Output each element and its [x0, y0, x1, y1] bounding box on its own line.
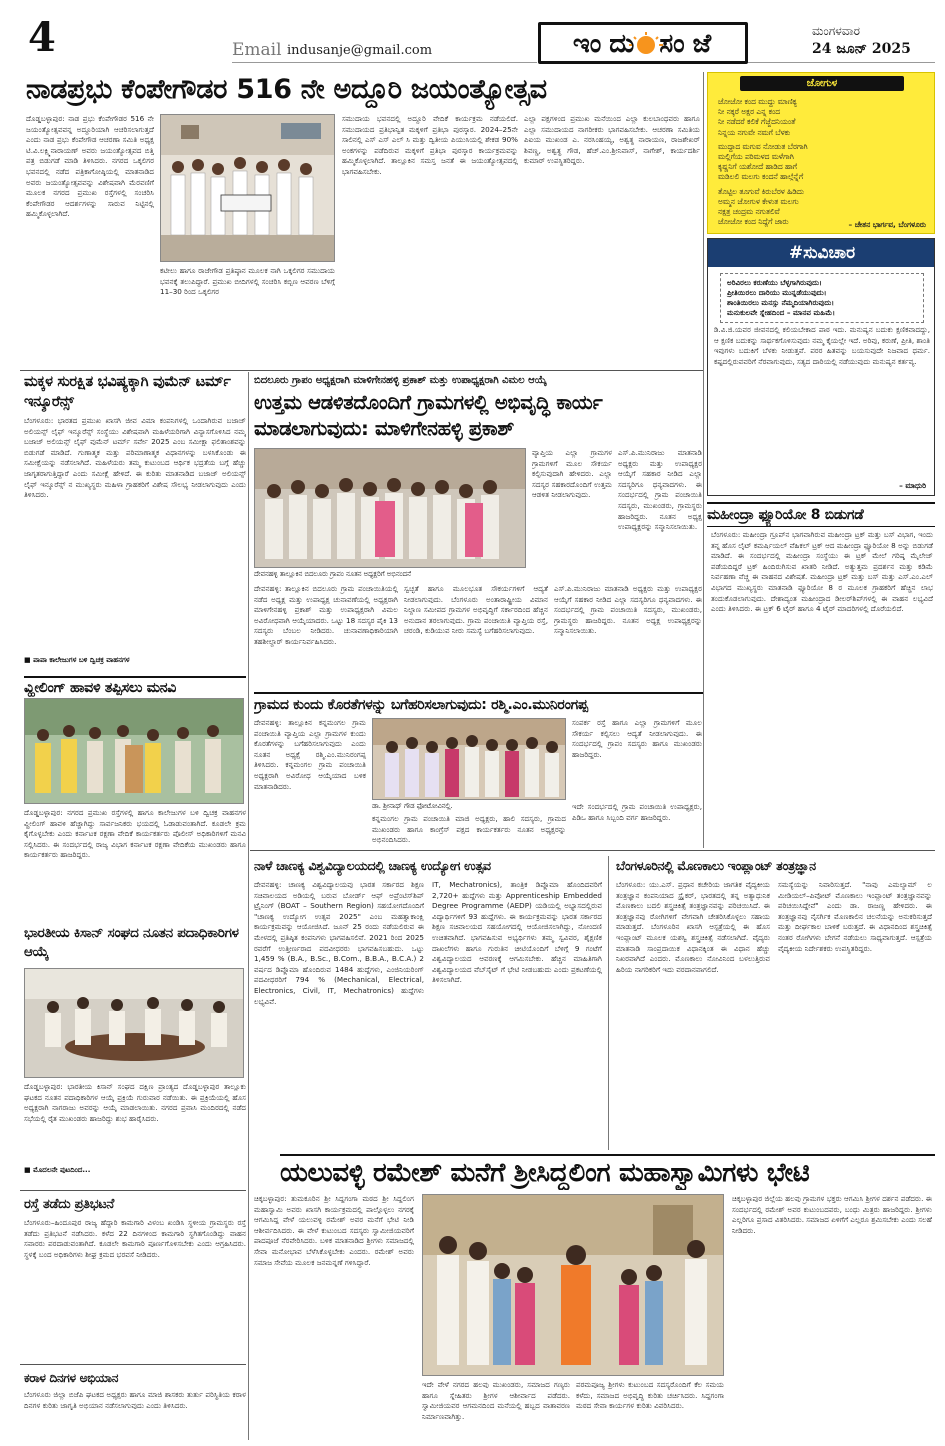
- poem-stanza: [718, 97, 928, 138]
- kisan-photo: [24, 968, 244, 1078]
- malige-kicker: ಬಿದಲೂರು ಗ್ರಾಪಂ ಅಧ್ಯಕ್ಷರಾಗಿ ಮಾಳಿಗೇನಹಳ್ಳಿ ಪ್ರಕಾಶ್ ಮತ್ತು ಉಪಾಧ್ಯಕ್ಷರಾಗಿ ವಿಮಲ ಆಯ್ಕೆ: [254, 375, 547, 386]
- section-rule: [250, 850, 935, 851]
- square-icon: ■: [24, 1166, 34, 1174]
- kunde-story: [250, 690, 703, 850]
- kisan-story: [20, 876, 246, 1176]
- mahindra-body: ಬೆಂಗಳೂರು: ಮಹೀಂದ್ರಾ ಗ್ರೂಪ್‌ನ ಭಾಗವಾಗಿರುವ ಮಹೀಂದ್ರಾ ಟ್ರಕ್ ಮತ್ತು ಬಸ್ ವಿಭಾಗ, ಇಂದು ತನ್ನ ಹೊಸ ಲೈಟ್ ಕಮರ್ಷಿಯಲ್ ವೆಹಿಕಲ್ ಟ್ರಕ್ ಆದ ಮಹೀಂದ್ರಾ ಫ್ಯೂರಿಯೋ 8 ಅನ್ನು ಬಿಡುಗಡೆ ಮಾಡಿದೆ. ಈ ಸಂದರ್ಭದಲ್ಲಿ ಮಹೀಂದ್ರಾ ಸಂಸ್ಥೆಯು ಈ ಟ್ರಕ್‌ ಮೇಲೆ ಗರಿಷ್ಠ ಮೈಲೇಜ್ ಪಡೆಯದಿದ್ದರೆ ಟ್ರಕ್ ಹಿಂದಿರುಗಿಸುವ ಖಾತರಿ ನೀಡಿದೆ. ಅತ್ಯುತ್ತಮ ಪ್ರದರ್ಶನ ಮತ್ತು ಕಡಿಮೆ ನಿರ್ವಹಣಾ ವೆಚ್ಚ ಈ ವಾಹನದ ವಿಶೇಷತೆ. ಮಹೀಂದ್ರಾ ಟ್ರಕ್ ಮತ್ತು ಬಸ್ ಮತ್ತು ಎಸ್.ಎಂ.ಎಲ್ ವಿಭಾಗದ ಮುಖ್ಯಸ್ಥರು ಮಾತನಾಡಿ ಫ್ಯೂರಿಯೋ 8 ರ ಮೂಲಕ ಗ್ರಾಹಕರಿಗೆ ಹೆಚ್ಚಿನ ಲಾಭ ತಂದುಕೊಡಲಾಗುವುದು. ದೇಶಾದ್ಯಂತ ಮಹೀಂದ್ರಾದ ಡೀಲರ್‌ಶಿಪ್‌ಗಳಲ್ಲಿ ಈ ವಾಹನ ಲಭ್ಯವಿದೆ ಎಂದು ತಿಳಿಸಿದರು. ಈ ಟ್ರಕ್ 6 ಟೈರ್ ಹಾಗೂ 4 ಟೈರ್ ಮಾದರಿಗಳಲ್ಲಿ ದೊರೆಯಲಿದೆ.: [711, 530, 933, 614]
- suvichara-quote: [720, 273, 924, 323]
- malige-body-d: ಎಸ್.ಪಿ.ಮುನಿರಾಜು ಮಾತನಾಡಿ ಅಧ್ಯಕ್ಷರು ಮತ್ತು ಉಪಾಧ್ಯಕ್ಷರ ಆಯ್ಕೆಗೆ ಸಹಕಾರ ನೀಡಿದ ಎಲ್ಲಾ ಸದಸ್ಯರಿಗೂ ಧನ್ಯವಾದಗಳು. ಈ ಸಂದರ್ಭದಲ್ಲಿ ಗ್ರಾಮ ಪಂಚಾಯಿತಿ ಸದಸ್ಯರು, ಮುಖಂಡರು, ಗ್ರಾಮಸ್ಥರು ಹಾಜರಿದ್ದರು. ನೂತನ ಅಧ್ಯಕ್ಷ ಉಪಾಧ್ಯಕ್ಷರನ್ನು ಸನ್ಮಾನಿಸಲಾಯಿತು.: [618, 448, 702, 532]
- suvichara-box: [707, 238, 935, 496]
- suvichara-body: ಡಿ.ವಿ.ಜಿ.ಯವರ ಜೀವನದಲ್ಲಿ ಕಲಿಯಬೇಕಾದ ಪಾಠ ಇದು. ಮನುಷ್ಯನ ಬದುಕು ಕ್ಷಣಿಕವಾದದ್ದು, ಆ ಕ್ಷಣಿಕ ಬದುಕನ್ನು ಸಾರ್ಥಕಗೊಳಿಸುವುದು ನಮ್ಮ ಕೈಯಲ್ಲೇ ಇದೆ. ಅರಿವು, ಕರುಣೆ, ಪ್ರೀತಿ, ಶಾಂತಿ ಇವುಗಳು ಬದುಕಿಗೆ ಬೆಳಕು ನೀಡುತ್ತವೆ. ಪರರ ಹಿತವನ್ನು ಬಯಸುವುದೇ ನಿಜವಾದ ಧರ್ಮ. ಕಷ್ಟದಲ್ಲಿರುವವರಿಗೆ ನೆರವಾಗುವುದು, ಸತ್ಯದ ದಾರಿಯಲ್ಲಿ ನಡೆಯುವುದು ಮನುಷ್ಯನ ಕರ್ತವ್ಯ.: [714, 325, 930, 366]
- column-rule: [608, 856, 609, 1150]
- poem-box: [707, 72, 935, 234]
- swamiji-headline: ಯಲುವಳ್ಳಿ ರಮೇಶ್ ಮನೆಗೆ ಶ್ರೀಸಿದ್ದಲಿಂಗ ಮಹಾಸ್ವಾಮಿಗಳು ಭೇಟಿ: [280, 1154, 935, 1190]
- swamiji-body-c: ಪರಮಪೂಜ್ಯ ಶ್ರೀಗಳು ಕುಟುಂಬದ ಸದಸ್ಯರೊಂದಿಗೆ ಕೆಲ ಸಮಯ ಕಳೆದು, ಸಮಾಜದ ಅಭಿವೃದ್ಧಿ ಕುರಿತು ಚರ್ಚಿಸಿದರು. ಸಿದ್ದಗಂಗಾ ಮಠದ ಸೇವಾ ಕಾರ್ಯಗಳ ಕುರಿತು ವಿವರಿಸಿದರು.: [576, 1380, 724, 1411]
- poem-line: ಮುದ್ದಾದ ಮಗುವ ನೋಡುತ ಬೆರಗಾಗಿ: [718, 141, 808, 151]
- kunde-headline: ಗ್ರಾಮದ ಕುಂದು ಕೊರತೆಗಳನ್ನು ಬಗೆಹರಿಸಲಾಗುವುದು: ರಶ್ಮಿ.ಎಂ.ಮುನಿರಂಗಪ್ಪ: [254, 692, 703, 716]
- knee-body-b: ಸಮಸ್ಯೆಯನ್ನು ನಿವಾರಿಸುತ್ತದೆ. "ನಾವು ಎಮಲ್ಯಾಮ್ ಲ ಮೀಡಿಯಲ್–ಪಿವೋಟ್ ಮೊಣಕಾಲು ಇಂಪ್ಲಾಂಟ್ ತಂತ್ರಜ್ಞಾನವನ್ನು ಪರಿಚಯಿಸಿದ್ದೇವೆ" ಎಂದು ಡಾ. ರಾಜಣ್ಣ ಹೇಳಿದರು. ಈ ತಂತ್ರಜ್ಞಾನವು ನೈಸರ್ಗಿಕ ಮೊಣಕಾಲಿನ ಚಲನೆಯನ್ನು ಅನುಕರಿಸುತ್ತದೆ ಮತ್ತು ದೀರ್ಘಕಾಲ ಬಾಳಿಕೆ ಬರುತ್ತದೆ. ಈ ವಿಧಾನದಿಂದ ಶಸ್ತ್ರಚಿಕಿತ್ಸೆ ನಂತರ ರೋಗಿಗಳು ಬೇಗನೆ ನಡೆಯಲು ಸಾಧ್ಯವಾಗುತ್ತದೆ. ಆಸ್ಪತ್ರೆಯ ವೈದ್ಯಕೀಯ ನಿರ್ದೇಶಕರು ಉಪಸ್ಥಿತರಿದ್ದರು.: [778, 880, 932, 953]
- poem-title: ಜೋಗುಳ: [806, 78, 838, 89]
- poem-stanza: [718, 142, 928, 183]
- malige-body-b: ದೇವನಹಳ್ಳಿ: ತಾಲ್ಲೂಕಿನ ಬಿದಲೂರು ಗ್ರಾಮ ಪಂಚಾಯಿತಿಯಲ್ಲಿ ನಡೆದ ಅಧ್ಯಕ್ಷ ಮತ್ತು ಉಪಾಧ್ಯಕ್ಷ ಚುನಾವಣೆಯಲ್ಲಿ ಅಧ್ಯಕ್ಷರಾಗಿ ಮಾಳಿಗೇನಹಳ್ಳಿ ಪ್ರಕಾಶ್ ಮತ್ತು ಉಪಾಧ್ಯಕ್ಷರಾಗಿ ವಿಮಲ ಅವಿರೋಧವಾಗಿ ಆಯ್ಕೆಯಾದರು. ಒಟ್ಟು 18 ಸದಸ್ಯರ ಪೈಕಿ 13 ಸದಸ್ಯರು ಬೆಂಬಲ ನೀಡಿದರು. ಚುನಾವಣಾಧಿಕಾರಿಯಾಗಿ ತಹಶೀಲ್ದಾರ್ ಕಾರ್ಯನಿರ್ವಹಿಸಿದರು.: [254, 584, 398, 646]
- women-source: [24, 656, 246, 665]
- issue-date: 24 ಜೂನ್ 2025: [812, 41, 911, 57]
- swamiji-story: [250, 1154, 935, 1442]
- column-rule: [248, 372, 249, 1440]
- wheeling-story: [20, 674, 246, 874]
- lead-col-3: ಸಮುದಾಯ ಭವನದಲ್ಲಿ ಅದ್ದೂರಿ ವೇದಿಕೆ ಕಾರ್ಯಕ್ರಮ ನಡೆಯಲಿದೆ. ಸಮುದಾಯದ ಪ್ರತಿಭಾನ್ವಿತ ಮಕ್ಕಳಿಗೆ ಪ್ರತಿಭಾ ಪುರಸ್ಕಾರ. 2024–25ನೇ ಸಾಲಿನಲ್ಲಿ ಎಸ್ ಎಸ್ ಎಲ್ ಸಿ ಮತ್ತು ದ್ವಿತೀಯ ಪಿಯುಸಿಯಲ್ಲಿ ಶೇಕಡ 90% ಅಂಕಗಳನ್ನು ಪಡೆದಿರುವ ಮಕ್ಕಳಿಗೆ ಪ್ರತಿಭಾ ಪುರಸ್ಕಾರ ಕಾರ್ಯಕ್ರಮವನ್ನು ಹಮ್ಮಿಕೊಳ್ಳಲಾಗಿದೆ. ತಾಲ್ಲೂಕಿನ ಸಮಸ್ತ ಜನತೆ ಈ ಜಯಂತ್ಯೋತ್ಸವದಲ್ಲಿ ಭಾಗವಹಿಸಬೇಕು.: [342, 114, 518, 176]
- chanakya-body-a: ದೇವನಹಳ್ಳಿ: ಚಾಣಕ್ಯ ವಿಶ್ವವಿದ್ಯಾಲಯವು ಭಾರತ ಸರ್ಕಾರದ ಶಿಕ್ಷಣ ಸಚಿವಾಲಯದ ಅಡಿಯಲ್ಲಿ ಬರುವ ಬೋರ್ಡ್ ಆಫ್ ಅಪ್ರೆಂಟಿಸ್‌ಶಿಪ್ ಟ್ರೈನಿಂಗ್ (BOAT – Southern Region) ಸಹಯೋಗದೊಂದಿಗೆ "ಚಾಣಕ್ಯ ಉದ್ಯೋಗ ಉತ್ಸವ 2025" ಎಂಬ ಮಹತ್ವಾಕಾಂಕ್ಷಿ ಕಾರ್ಯಕ್ರಮವನ್ನು ಆಯೋಜಿಸಿದೆ. ಜೂನ್ 25 ರಂದು ನಡೆಯಲಿರುವ ಈ ಮೇಳದಲ್ಲಿ ಪ್ರತಿಷ್ಠಿತ ಕಂಪನಿಗಳು ಭಾಗವಹಿಸಲಿವೆ. 2021 ರಿಂದ 2025 ರವರೆಗೆ ಉತ್ತೀರ್ಣರಾದ ಪದವೀಧರರು ಭಾಗವಹಿಸಬಹುದು. ಒಟ್ಟು 1,459 % (B.A., B.Sc., B.Com., B.B.A., B.C.A.) 2 ವರ್ಷದ ಡಿಪ್ಲೊಮಾ ಹೊಂದಿರುವ 1484 ಹುದ್ದೆಗಳು, ಎಂಜಿನಿಯರಿಂಗ್ ಪದವೀಧರರಿಗೆ 794 % (Mechanical, Electrical, Electronics, Civil, IT, Mechatronics) ಹುದ್ದೆಗಳು ಲಭ್ಯವಿವೆ.: [254, 880, 424, 1006]
- swamiji-body-d: ಚಿಕ್ಕಬಳ್ಳಾಪುರ ಜಿಲ್ಲೆಯ ಹಲವು ಗ್ರಾಮಗಳ ಭಕ್ತರು ಆಗಮಿಸಿ ಶ್ರೀಗಳ ದರ್ಶನ ಪಡೆದರು. ಈ ಸಂದರ್ಭದಲ್ಲಿ ರಮೇಶ್ ಅವರ ಕುಟುಂಬದವರು, ಬಂಧು ಮಿತ್ರರು ಹಾಜರಿದ್ದರು. ಶ್ರೀಗಳು ಎಲ್ಲರಿಗೂ ಪ್ರಸಾದ ವಿತರಿಸಿದರು. ಸಮಾಜದ ಏಳಿಗೆಗೆ ಎಲ್ಲರೂ ಶ್ರಮಿಸಬೇಕು ಎಂದು ಸಲಹೆ ನೀಡಿದರು.: [732, 1194, 932, 1235]
- weekday: ಮಂಗಳವಾರ: [812, 24, 861, 38]
- lead-headline: ನಾಡಪ್ರಭು ಕೆಂಪೇಗೌಡರ 516 ನೇ ಅದ್ದೂರಿ ಜಯಂತ್ಯೋತ್ಸವ: [26, 74, 547, 105]
- karala-headline: ಕರಾಳ ದಿನಗಳ ಅಭಿಯಾನ: [24, 1371, 119, 1385]
- poem-line: ಮಲ್ಲಿಗೆಯ ಪರಿಮಳದ ಮಳೆಗಾಗಿ: [718, 152, 794, 162]
- knee-headline: ಬೆಂಗಳೂರಿನಲ್ಲಿ ಮೊಣಕಾಲು ಇಂಪ್ಲಾಂಟ್ ತಂತ್ರಜ್ಞಾನ: [616, 858, 816, 873]
- lead-photo-image: [161, 115, 335, 262]
- poem-line: ಮಡಿಲಲಿ ಮಲಗು ಕಂದನೆ ಹಾಲ್ಗೆನ್ನೆಗೆ: [718, 172, 804, 182]
- continued-label: ಮೊದಲನೇ ಪುಟದಿಂದ...: [33, 1166, 91, 1174]
- protest-story: [20, 1196, 246, 1306]
- swamiji-body-a: ಚಿಕ್ಕಬಳ್ಳಾಪುರ: ತುಮಕೂರಿನ ಶ್ರೀ ಸಿದ್ದಗಂಗಾ ಮಠದ ಶ್ರೀ ಸಿದ್ದಲಿಂಗ ಮಹಾಸ್ವಾಮಿ ಅವರು ಖಾಸಗಿ ಕಾರ್ಯಕ್ರಮದಲ್ಲಿ ಪಾಲ್ಗೊಳ್ಳಲು ನಗರಕ್ಕೆ ಆಗಮಿಸಿದ್ದ ವೇಳೆ ಯಲುವಳ್ಳಿ ರಮೇಶ್ ಅವರ ಮನೆಗೆ ಭೇಟಿ ನೀಡಿ ಆಶೀರ್ವದಿಸಿದರು. ಈ ವೇಳೆ ಕುಟುಂಬದ ಸದಸ್ಯರು ಸ್ವಾಮೀಜಿಯವರಿಗೆ ಪಾದಪೂಜೆ ನೆರವೇರಿಸಿದರು. ಬಳಿಕ ಮಾತನಾಡಿದ ಶ್ರೀಗಳು ಸಮಾಜದಲ್ಲಿ ಸೇವಾ ಮನೋಭಾವ ಬೆಳೆಸಿಕೊಳ್ಳಬೇಕು ಎಂದರು. ರಮೇಶ್ ಅವರು ಸಮಾಜ ಸೇವೆಯ ಮೂಲಕ ಜನಮನ್ನಣೆ ಗಳಿಸಿದ್ದಾರೆ.: [254, 1194, 414, 1267]
- quote-line: ಅರಿವಿರಲು ಕರುಣೆಯು ಬೆಳ್ಳಗಾಗಿರುವುದು।: [727, 278, 822, 287]
- chanakya-headline: ನಾಳೆ ಚಾಣಕ್ಯ ವಿಶ್ವವಿದ್ಯಾಲಯದಲ್ಲಿ ಚಾಣಕ್ಯ ಉದ್ಯೋಗ ಉತ್ಸವ: [254, 858, 491, 873]
- poem-line: ನಿನ್ನಯ ನಗುವೇ ನಮಗೆ ಬೆಳಕು: [718, 127, 791, 137]
- lead-story: [20, 70, 703, 370]
- knee-story: [612, 852, 935, 1152]
- masthead-divider-right: [745, 62, 935, 63]
- lead-col-1: ದೊಡ್ಡಬಳ್ಳಾಪುರ: ನಾಡ ಪ್ರಭು ಕೆಂಪೇಗೌಡರ 516 ನೇ ಜಯಂತ್ಯೋತ್ಸವವನ್ನ ಅದ್ದೂರಿಯಾಗಿ ಆಚರಿಸಲಾಗುತ್ತದೆ ಎಂದು ನಾಡ ಪ್ರಭು ಕೆಂಪೇಗೌಡ ಆಚರಣಾ ಸಮಿತಿ ಅಧ್ಯಕ್ಷ ಟಿ.ವಿ.ಲಕ್ಷ್ಮಿನಾರಾಯಣ್ ಅವರು ಜಯಂತ್ಯೋತ್ಸವದ ಬಿತ್ತಿ ಪತ್ರ ಬಿಡುಗಡೆ ಮಾಡಿ ತಿಳಿಸಿದರು. ನಗರದ ಒಕ್ಕಲಿಗರ ಭವನದಲ್ಲಿ ನಡೆದ ಪತ್ರಿಕಾಗೋಷ್ಠಿಯಲ್ಲಿ ಮಾತನಾಡಿದ ಅವರು ಜಯಂತ್ಯೋತ್ಸವವನ್ನು ವಿಶೇಷವಾಗಿ ಮೆರವಣಿಗೆ ಮೂಲಕ ನಗರದ ಪ್ರಮುಖ ರಸ್ತೆಗಳಲ್ಲಿ ಸಂಚರಿಸಿ ಕೆಂಪೇಗೌಡರ ಆದರ್ಶಗಳನ್ನು ಸಾರುವ ನಿಟ್ಟಿನಲ್ಲಿ ಹಮ್ಮಿಕೊಳ್ಳಲಾಗಿದೆ.: [26, 114, 154, 219]
- protest-body: ಬೆಂಗಳೂರು–ಹಿಂದೂಪುರ ರಾಜ್ಯ ಹೆದ್ದಾರಿ ಕಾಮಗಾರಿ ವಿಳಂಬ ಖಂಡಿಸಿ ಸ್ಥಳೀಯ ಗ್ರಾಮಸ್ಥರು ರಸ್ತೆ ತಡೆದು ಪ್ರತಿಭಟನೆ ನಡೆಸಿದರು. ಕಳೆದ 22 ದಿನಗಳಿಂದ ಕಾಮಗಾರಿ ಸ್ಥಗಿತಗೊಂಡಿದ್ದು ವಾಹನ ಸವಾರರು ಪರದಾಡುವಂತಾಗಿದೆ. ಕೂಡಲೇ ಕಾಮಗಾರಿ ಪೂರ್ಣಗೊಳಿಸಬೇಕು ಎಂದು ಆಗ್ರಹಿಸಿದರು. ಸ್ಥಳಕ್ಕೆ ಬಂದ ಅಧಿಕಾರಿಗಳು ಶೀಘ್ರ ಕ್ರಮದ ಭರವಸೆ ನೀಡಿದರು.: [24, 1218, 246, 1259]
- kunde-photo: [372, 718, 566, 800]
- swamiji-body-b: ಇದೇ ವೇಳೆ ನಗರದ ಹಲವು ಮುಖಂಡರು, ಸಮಾಜದ ಗಣ್ಯರು ಹಾಗೂ ಸ್ನೇಹಿತರು ಶ್ರೀಗಳ ಆಶೀರ್ವಾದ ಪಡೆದರು. ಸ್ವಾಮೀಜಿಯವರ ಆಗಮನದಿಂದ ಮನೆಯಲ್ಲಿ ಹಬ್ಬದ ವಾತಾವರಣ ನಿರ್ಮಾಣವಾಗಿತ್ತು.: [422, 1380, 570, 1421]
- karala-body: ಬೆಂಗಳೂರು ಜಿಲ್ಲಾ ಬಿಜೆಪಿ ಘಟಕದ ಅಧ್ಯಕ್ಷರು ಹಾಗೂ ಮಾಜಿ ಶಾಸಕರು ತುರ್ತು ಪರಿಸ್ಥಿತಿಯ ಕರಾಳ ದಿನಗಳ ಕುರಿತು ಜಾಗೃತಿ ಅಭಿಯಾನ ನಡೆಸಲಾಗುವುದು ಎಂದು ತಿಳಿಸಿದರು.: [24, 1390, 246, 1410]
- quote-line: ಶಾಂತಿಯಿರಲು ಮನಸ್ಸು ನೆಮ್ಮದಿಯಾಗಿರುವುದು।: [727, 298, 835, 307]
- masthead: [0, 0, 945, 66]
- section-rule: [20, 1364, 246, 1365]
- square-icon: ■: [24, 656, 34, 664]
- women-body: ಬೆಂಗಳೂರು: ಭಾರತದ ಪ್ರಮುಖ ಖಾಸಗಿ ಜೀವ ವಿಮಾ ಕಂಪನಿಗಳಲ್ಲಿ ಒಂದಾಗಿರುವ ಬಜಾಜ್ ಅಲಿಯನ್ಸ್ ಲೈಫ್ ಇನ್ಶೂರೆನ್ಸ್ ಸಂಸ್ಥೆಯು ವಿಶೇಷವಾಗಿ ಮಹಿಳೆಯರಿಗಾಗಿ ವಿನ್ಯಾಸಗೊಳಿಸಿದ ನಮ್ಮ ಬಜಾಜ್ ಅಲಿಯನ್ಸ್ ಲೈಫ್ ವುಮೆನ್ ಟರ್ಮ್ ಸರ್ವೇ 2025 ಎಂಬ ಸಮೀಕ್ಷಾ ಫಲಿತಾಂಶವನ್ನು ಬಿಡುಗಡೆ ಮಾಡಿದೆ. ಗುಣಾತ್ಮಕ ಮತ್ತು ಪರಿಮಾಣಾತ್ಮಕ ವಿಧಾನಗಳನ್ನು ಬಳಸಿಕೊಂಡು ಈ ಸಮೀಕ್ಷೆಯನ್ನು ನಡೆಸಲಾಗಿದೆ. ಮಹಿಳೆಯರು ತಮ್ಮ ಕುಟುಂಬದ ಆರ್ಥಿಕ ಭದ್ರತೆಯ ಬಗ್ಗೆ ಹೆಚ್ಚು ಜಾಗೃತರಾಗುತ್ತಿದ್ದಾರೆ ಎಂದು ಸಮೀಕ್ಷೆ ಹೇಳಿದೆ. ಈ ಕುರಿತು ಮಾತನಾಡಿದ ಬಜಾಜ್ ಅಲಿಯನ್ಸ್ ಲೈಫ್ ಇನ್ಶೂರೆನ್ಸ್ ನ ಮುಖ್ಯಸ್ಥರು ಮಹಿಳಾ ಗ್ರಾಹಕರಿಗೆ ವಿಶೇಷ ಸೌಲಭ್ಯ ನೀಡಲಾಗುವುದು ಎಂದು ತಿಳಿಸಿದರು.: [24, 416, 246, 500]
- kunde-body-b: ಸಂಪರ್ಕ ರಸ್ತೆ ಹಾಗೂ ಎಲ್ಲಾ ಗ್ರಾಮಗಳಿಗೆ ಮೂಲ ಸೌಕರ್ಯ ಕಲ್ಪಿಸಲು ಆದ್ಯತೆ ನೀಡಲಾಗುವುದು. ಈ ಸಂದರ್ಭದಲ್ಲಿ ಗ್ರಾಪಂ ಸದಸ್ಯರು ಹಾಗೂ ಮುಖಂಡರು ಹಾಜರಿದ್ದರು.: [572, 718, 702, 759]
- poem-line: ಜೋಜೋ ಕಂದ ಮುದ್ದು ಮಾಣಿಕ್ಯ: [718, 97, 798, 106]
- suvichara-author: – ಮಾಧುರಿ: [899, 481, 926, 490]
- page-number: 4: [28, 14, 56, 61]
- kisan-photo-image: [25, 969, 244, 1078]
- malige-photo: [254, 448, 526, 568]
- malige-photo-caption: ದೇವನಹಳ್ಳಿ ತಾಲ್ಲೂಕಿನ ಬಿದಲೂರು ಗ್ರಾಪಂ ನೂತನ ಅಧ್ಯಕ್ಷರಿಗೆ ಅಭಿನಂದನೆ: [254, 570, 412, 578]
- malige-body-a: ವ್ಯಾಪ್ತಿಯ ಎಲ್ಲಾ ಗ್ರಾಮಗಳ ಗ್ರಾಮಗಳಿಗೆ ಮೂಲ ಸೌಕರ್ಯ ಕಲ್ಪಿಸುವುದಾಗಿ ಹೇಳಿದರು. ಎಲ್ಲಾ ಸದಸ್ಯರ ಸಹಕಾರದೊಂದಿಗೆ ಉತ್ತಮ ಆಡಳಿತ ನೀಡಲಾಗುವುದು.: [532, 448, 612, 500]
- column-rule: [703, 72, 704, 848]
- lead-col-4: ಎಲ್ಲಾ ಪಕ್ಷಗಳಿಂದ ಪ್ರಮುಖ ಮನೆಯಿಂದ ಎಲ್ಲಾ ಕುಲಬಾಂಧವರು ಹಾಗೂ ಎಲ್ಲಾ ಸಮುದಾಯದ ನಾಗರೀಕರು ಭಾಗವಹಿಸಬೇಕು. ಆಚರಣಾ ಸಮಿತಿಯ ಪಿಐಯ ಮುಖಂಡ ಎ. ನರಸಿಂಹಯ್ಯ, ಅಶ್ವತ್ಥ ನಾರಾಯಣ, ರಾಜಶೇಖರ್ ಶಿವಣ್ಣ, ಅಶ್ವತ್ಥ ಗೌಡ, ಹೆಚ್.ಎಂ.ಶ್ರೀನಿವಾಸ್, ನಾಗೇಶ್, ಕಾರ್ಯದರ್ಶಿ ಕುಮಾರ್ ಉಪಸ್ಥಿತರಿದ್ದರು.: [524, 114, 700, 166]
- wheeling-photo-image: [25, 699, 244, 804]
- section-rule: [20, 1190, 246, 1191]
- email-label: Email: [232, 40, 282, 60]
- lead-photo-caption: ಕಟೀಲು ಹಾಗೂ ರಾಜೇಗೌಡ ಪ್ರತಿಷ್ಠಾನ ಮೂಲಕ ನಾಗಿ ಒಕ್ಕಲಿಗರ ಸಮುದಾಯ ಭವನಕ್ಕೆ ತಲುಪಿದ್ದಾರೆ. ಪ್ರಮುಖ ಬೀದಿಗಳಲ್ಲಿ ಸಂಚರಿಸಿ ಕಬ್ಬಿಣ ಆವರಣ ಬೆಳಿಗ್ಗೆ 11–30 ರಿಂದ ಒಕ್ಕಲಿಗರ: [160, 266, 335, 297]
- women-source-text: ಪಾಪಾ ಕಾಲೇಜುಗಳ ಬಳಿ ದ್ವಿಚಕ್ರ ವಾಹನಗಳ: [33, 656, 130, 664]
- women-story: [20, 372, 246, 674]
- kunde-photo-caption: ಡಾ. ಶ್ರೀನಾಥ್ ಗೌಡ ಫೋಟೋವಿನಲ್ಲಿ.: [372, 802, 453, 810]
- poem-author: – ಚೇತನ ಭಾರ್ಗವ, ಬೆಂಗಳೂರು: [848, 220, 926, 229]
- masthead-divider: [232, 62, 537, 63]
- wheeling-photo: [24, 698, 244, 804]
- paper-name: ಇಂದು ಸಂಜೆ: [572, 29, 720, 59]
- quote-line: ಮನುಕುಲವೇ ಸ್ನೇಹದಿಂದ – ಮಾನವ ಮಹಿಮೆ।: [727, 308, 836, 317]
- poem-line: ನೀ ನಕ್ಕರೆ ಅಕ್ಷರ ಎನ್ನ ಕಂದ: [718, 107, 780, 117]
- malige-headline: ಉತ್ತಮ ಆಡಳಿತದೊಂದಿಗೆ ಗ್ರಾಮಗಳಲ್ಲಿ ಅಭಿವೃದ್ಧಿ ಕಾರ್ಯ ಮಾಡಲಾಗುವುದು: ಮಾಳಿಗೇನಹಳ್ಳಿ ಪ್ರಕಾಶ್: [254, 391, 603, 440]
- chanakya-story: [250, 852, 606, 1152]
- protest-headline: ರಸ್ತೆ ತಡೆದು ಪ್ರತಿಭಟನೆ: [24, 1197, 114, 1212]
- mahindra-headline: ಮಹೀಂದ್ರಾ ಫ್ಯೂರಿಯೋ 8 ಬಿಡುಗಡೆ: [707, 502, 935, 527]
- mahindra-story: [707, 500, 935, 840]
- malige-body-c: ಸ್ವಚ್ಛತೆ ಹಾಗೂ ಮೂಲಭೂತ ಸೌಕರ್ಯಗಳಿಗೆ ಆದ್ಯತೆ ನೀಡಲಾಗುವುದು. ಬೆಂಗಳೂರು ಅಂತಾರಾಷ್ಟ್ರೀಯ ವಿಮಾನ ನಿಲ್ದಾಣ ಸಮೀಪದ ಗ್ರಾಮಗಳ ಅಭಿವೃದ್ಧಿಗೆ ಸರ್ಕಾರದಿಂದ ಹೆಚ್ಚಿನ ಅನುದಾನ ತರಲಾಗುವುದು. ಗ್ರಾಮ ಪಂಚಾಯಿತಿ ವ್ಯಾಪ್ತಿಯ ರಸ್ತೆ, ಚರಂಡಿ, ಕುಡಿಯುವ ನೀರು ಸಮಸ್ಯೆ ಬಗೆಹರಿಸಲಾಗುವುದು.: [404, 584, 548, 636]
- malige-photo-image: [255, 449, 526, 568]
- suvichara-title: #ಸುವಿಚಾರ: [788, 243, 856, 263]
- paper-logo: [538, 22, 748, 64]
- poem-line: ತೊಟ್ಟಿಲ ತೂಗುವೆ ಕಿರುಬೆರಳ ಹಿಡಿದು: [718, 186, 804, 196]
- section-rule: [20, 370, 703, 371]
- quote-line: ಪ್ರೀತಿಯಿರಲು ದಾರಿಯು ಮುನ್ನಡೆಯುವುದು।: [727, 288, 827, 297]
- kunde-body-a: ದೇವನಹಳ್ಳಿ: ತಾಲ್ಲೂಕಿನ ಕನ್ನಮಂಗಲ ಗ್ರಾಮ ಪಂಚಾಯಿತಿ ವ್ಯಾಪ್ತಿಯ ಎಲ್ಲಾ ಗ್ರಾಮಗಳ ಕುಂದು ಕೊರತೆಗಳನ್ನು ಬಗೆಹರಿಸಲಾಗುವುದು ಎಂದು ನೂತನ ಅಧ್ಯಕ್ಷೆ ರಶ್ಮಿ.ಎಂ.ಮುನಿರಂಗಪ್ಪ ತಿಳಿಸಿದರು. ಕನ್ನಮಂಗಲ ಗ್ರಾಮ ಪಂಚಾಯಿತಿ ಅಧ್ಯಕ್ಷರಾಗಿ ಅವಿರೋಧ ಆಯ್ಕೆಯಾದ ಬಳಿಕ ಮಾತನಾಡಿದರು.: [254, 718, 366, 791]
- chanakya-body-b: IT, Mechatronics), ತಾಂತ್ರಿಕ ಡಿಪ್ಲೊಮಾ ಹೊಂದಿದವರಿಗೆ 2,720+ ಹುದ್ದೆಗಳು ಮತ್ತು Apprenticeship Embedded Degree Programme (AEDP) ಯಡಿಯಲ್ಲಿ ಅಭ್ಯಾಸದಲ್ಲಿರುವ ವಿದ್ಯಾರ್ಥಿಗಳಿಗೆ 93 ಹುದ್ದೆಗಳು. ಈ ಕಾರ್ಯಕ್ರಮವನ್ನು ಭಾರತ ಸರ್ಕಾರದ ಶಿಕ್ಷಣ ಸಚಿವಾಲಯದ ಸಹಯೋಗದಲ್ಲಿ ಆಯೋಜಿಸಲಾಗಿದ್ದು, ನೋಂದಣಿ ಉಚಿತವಾಗಿದೆ. ಭಾಗವಹಿಸುವ ಅಭ್ಯರ್ಥಿಗಳು ತಮ್ಮ ಸ್ವವಿವರ, ಶೈಕ್ಷಣಿಕ ದಾಖಲೆಗಳು ಹಾಗೂ ಗುರುತಿನ ಚೀಟಿಯೊಂದಿಗೆ ಬೆಳಿಗ್ಗೆ 9 ಗಂಟೆಗೆ ವಿಶ್ವವಿದ್ಯಾಲಯದ ಆವರಣಕ್ಕೆ ಆಗಮಿಸಬೇಕು. ಹೆಚ್ಚಿನ ಮಾಹಿತಿಗಾಗಿ ವಿಶ್ವವಿದ್ಯಾಲಯದ ವೆಬ್‌ಸೈಟ್ ಗೆ ಭೇಟಿ ನೀಡಬಹುದು ಎಂದು ಪ್ರಕಟಣೆಯಲ್ಲಿ ತಿಳಿಸಲಾಗಿದೆ.: [432, 880, 602, 985]
- poem-line: ಕೃಷ್ಣನಿಗೆ ಯಶೋದೆ ಹಾಡಿದ ಹಾಗೆ: [718, 162, 798, 172]
- malige-story: [250, 370, 703, 690]
- karala-story: [20, 1370, 246, 1440]
- lead-photo: [160, 114, 335, 262]
- kunde-body-c: ಕನ್ನಮಂಗಲ ಗ್ರಾಮ ಪಂಚಾಯಿತಿ ಮಾಜಿ ಅಧ್ಯಕ್ಷರು, ಹಾಲಿ ಸದಸ್ಯರು, ಗ್ರಾಮದ ಮುಖಂಡರು ಹಾಗೂ ಕಾಂಗ್ರೆಸ್ ಪಕ್ಷದ ಕಾರ್ಯಕರ್ತರು ನೂತನ ಅಧ್ಯಕ್ಷರನ್ನು ಅಭಿನಂದಿಸಿದರು.: [372, 814, 566, 845]
- kisan-more: [24, 1166, 246, 1175]
- malige-body-d2: ಎಸ್.ಪಿ.ಮುನಿರಾಜು ಮಾತನಾಡಿ ಅಧ್ಯಕ್ಷರು ಮತ್ತು ಉಪಾಧ್ಯಕ್ಷರ ಆಯ್ಕೆಗೆ ಸಹಕಾರ ನೀಡಿದ ಎಲ್ಲಾ ಸದಸ್ಯರಿಗೂ ಧನ್ಯವಾದಗಳು. ಈ ಸಂದರ್ಭದಲ್ಲಿ ಗ್ರಾಮ ಪಂಚಾಯಿತಿ ಸದಸ್ಯರು, ಮುಖಂಡರು, ಗ್ರಾಮಸ್ಥರು ಹಾಜರಿದ್ದರು. ನೂತನ ಅಧ್ಯಕ್ಷ ಉಪಾಧ್ಯಕ್ಷರನ್ನು ಸನ್ಮಾನಿಸಲಾಯಿತು.: [554, 584, 702, 636]
- poem-line: ನಕ್ಷತ್ರ ಚಂದ್ರಮ ನಗುತಲಿವೆ: [718, 207, 780, 217]
- wheeling-body: ದೊಡ್ಡಬಳ್ಳಾಪುರ: ನಗರದ ಪ್ರಮುಖ ರಸ್ತೆಗಳಲ್ಲಿ ಹಾಗೂ ಕಾಲೇಜುಗಳ ಬಳಿ ದ್ವಿಚಕ್ರ ವಾಹನಗಳ ವ್ಹೀಲಿಂಗ್ ಹಾವಳಿ ಹೆಚ್ಚಾಗಿದ್ದು ಸಾರ್ವಜನಿಕರು ಭಯದಲ್ಲಿ ಓಡಾಡುವಂತಾಗಿದೆ. ಕೂಡಲೇ ಕ್ರಮ ಕೈಗೊಳ್ಳಬೇಕು ಎಂದು ಕರ್ನಾಟಕ ರಕ್ಷಣಾ ವೇದಿಕೆ ಕಾರ್ಯಕರ್ತರು ಪೊಲೀಸ್ ಅಧಿಕಾರಿಗಳಿಗೆ ಮನವಿ ಸಲ್ಲಿಸಿದರು. ಈ ಸಂದರ್ಭದಲ್ಲಿ ರಾಜ್ಯ ವಿಭಾಗ ಕರ್ನಾಟಕ ರಕ್ಷಣಾ ವೇದಿಕೆಯ ಮುಖಂಡರು ಹಾಗೂ ಕಾರ್ಯಕರ್ತರು ಹಾಜರಿದ್ದರು.: [24, 808, 246, 860]
- knee-body-a: ಬೆಂಗಳೂರು: ಯು.ಎಸ್. ಪ್ರಧಾನ ಕಚೇರಿಯ ಜಾಗತಿಕ ವೈದ್ಯಕೀಯ ತಂತ್ರಜ್ಞಾನ ಕಂಪನಿಯಾದ ಸ್ಟ್ರೈಕರ್, ಭಾರತದಲ್ಲಿ ತನ್ನ ಅತ್ಯಾಧುನಿಕ ಮೊಣಕಾಲು ಬದಲಿ ಶಸ್ತ್ರಚಿಕಿತ್ಸೆ ತಂತ್ರಜ್ಞಾನವನ್ನು ಪರಿಚಯಿಸಿದೆ. ಈ ತಂತ್ರಜ್ಞಾನವು ರೋಗಿಗಳಿಗೆ ವೇಗವಾಗಿ ಚೇತರಿಸಿಕೊಳ್ಳಲು ಸಹಾಯ ಮಾಡುತ್ತದೆ. ಬೆಂಗಳೂರಿನ ಖಾಸಗಿ ಆಸ್ಪತ್ರೆಯಲ್ಲಿ ಈ ಹೊಸ ಇಂಪ್ಲಾಂಟ್ ಮೂಲಕ ಯಶಸ್ವಿ ಶಸ್ತ್ರಚಿಕಿತ್ಸೆ ನಡೆಸಲಾಗಿದೆ. ವೈದ್ಯರು ಮಾತನಾಡಿ ಸಾಂಪ್ರದಾಯಿಕ ವಿಧಾನಕ್ಕಿಂತ ಈ ವಿಧಾನ ಹೆಚ್ಚು ನಿಖರವಾಗಿದೆ ಎಂದರು. ಮೊಣಕಾಲು ನೋವಿನಿಂದ ಬಳಲುತ್ತಿರುವ ಹಿರಿಯ ನಾಗರಿಕರಿಗೆ ಇದು ವರದಾನವಾಗಲಿದೆ.: [616, 880, 770, 974]
- poem-line: ನೀ ನಡೆದರೆ ಕಲಿಕೆ ಗೆಜ್ಜೆದನಿಯಂತೆ: [718, 117, 796, 127]
- kunde-photo-image: [373, 719, 566, 800]
- wheeling-headline: ವ್ಹೀಲಿಂಗ್ ಹಾವಳಿ ತಪ್ಪಿಸಲು ಮನವಿ: [24, 676, 246, 698]
- kunde-body-d: ಇದೇ ಸಂದರ್ಭದಲ್ಲಿ ಗ್ರಾಮ ಪಂಚಾಯಿತಿ ಉಪಾಧ್ಯಕ್ಷರು, ಪಿಡಿಒ ಹಾಗೂ ಸಿಬ್ಬಂದಿ ವರ್ಗ ಹಾಜರಿದ್ದರು.: [572, 802, 702, 822]
- email-address: indusanje@gmail.com: [287, 43, 433, 58]
- poem-line: ಅಮ್ಮನ ಜೋಗುಳ ಕೇಳುತ ಮಲಗು: [718, 196, 799, 206]
- kisan-headline: ಭಾರತೀಯ ಕಿಸಾನ್ ಸಂಘದ ನೂತನ ಪದಾಧಿಕಾರಿಗಳ ಆಯ್ಕೆ: [24, 925, 239, 960]
- poem-line: ಜೋಜೋ ಕಂದ ನಿದ್ದೆಗೆ ಜಾರು: [718, 217, 789, 227]
- swamiji-photo-image: [423, 1195, 724, 1376]
- women-headline: ಮಕ್ಕಳ ಸುರಕ್ಷಿತ ಭವಿಷ್ಯಕ್ಕಾಗಿ ವುಮೆನ್ ಟರ್ಮ್ ಇನ್ಶೂರೆನ್ಸ್: [24, 374, 231, 410]
- kisan-body: ದೊಡ್ಡಬಳ್ಳಾಪುರ: ಭಾರತೀಯ ಕಿಸಾನ್ ಸಂಘದ ದಕ್ಷಿಣ ಪ್ರಾಂತ್ಯದ ದೊಡ್ಡಬಳ್ಳಾಪುರ ತಾಲ್ಲೂಕು ಘಟಕದ ನೂತನ ಪದಾಧಿಕಾರಿಗಳ ಆಯ್ಕೆ ಪ್ರಕ್ರಿಯೆ ಗುರುವಾರ ನಡೆಯಿತು. ಈ ಪ್ರಕ್ರಿಯೆಯಲ್ಲಿ ಹೊಸ ಅಧ್ಯಕ್ಷರಾಗಿ ನಾಗರಾಜು ಅವರನ್ನು ಆಯ್ಕೆ ಮಾಡಲಾಯಿತು. ನಗರದ ಪ್ರವಾಸಿ ಮಂದಿರದಲ್ಲಿ ನಡೆದ ಸಭೆಯಲ್ಲಿ ರೈತ ಮುಖಂಡರು ಹಾಜರಿದ್ದು ಶುಭ ಹಾರೈಸಿದರು.: [24, 1082, 246, 1123]
- poem-body: [718, 97, 928, 227]
- swamiji-photo: [422, 1194, 724, 1376]
